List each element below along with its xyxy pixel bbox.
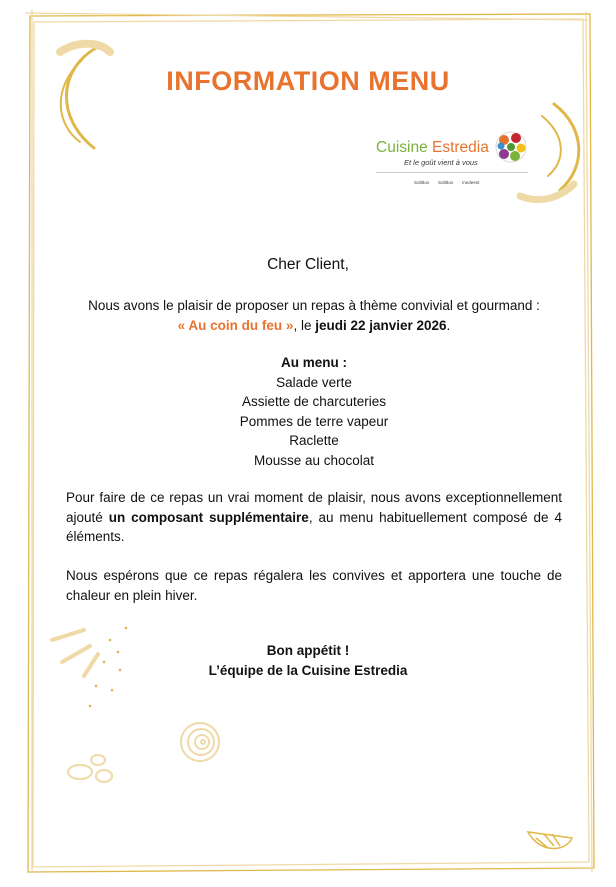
intro-line: Nous avons le plaisir de proposer un repas à thème convivial et gourmand : <box>88 298 540 313</box>
closing-paragraph: Nous espérons que ce repas régalera les convives et apportera une touche de chaleur en plein hiver. <box>66 568 562 603</box>
signature <box>0 641 616 681</box>
pebbles-icon <box>68 755 112 782</box>
spiral-icon <box>181 723 219 761</box>
para1-text: Pour faire de ce repas un vrai moment de plaisir, nous avons exceptionnellement ajouté <box>66 490 562 525</box>
team-signature: L’équipe de la Cuisine Estredia <box>208 663 408 678</box>
logo-name <box>376 139 489 157</box>
colorful-produce-emblem-icon <box>494 130 528 164</box>
date-prefix: , le <box>293 317 316 333</box>
menu-title: Au menu : <box>281 355 347 370</box>
theme-name: « Au coin du feu » <box>177 317 294 333</box>
partner-logo-medeest: medeest <box>462 180 480 185</box>
para1-bold: un composant supplémentaire <box>108 509 309 525</box>
logo-name-part1: Cuisine <box>376 139 432 156</box>
bon-appetit: Bon appétit ! <box>266 643 350 658</box>
logo-name-part2: Estredia <box>432 139 489 156</box>
intro-theme-line <box>66 316 562 336</box>
partner-logo-solibox-2: SoliBox <box>438 180 454 185</box>
para1-text-end: , au menu habituellement composé de 4 éléments. <box>66 509 562 544</box>
intro-paragraph <box>66 296 562 335</box>
logo-tagline: Et le goût vient à vous <box>404 158 478 167</box>
event-date: jeudi 22 janvier 2026 <box>315 317 447 333</box>
date-suffix: . <box>446 317 451 333</box>
menu-item: Raclette <box>289 433 339 448</box>
page-title: INFORMATION MENU <box>166 66 450 96</box>
citrus-slice-icon <box>528 832 572 849</box>
menu-item: Mousse au chocolat <box>253 452 375 468</box>
menu-item: Assiette de charcuteries <box>241 394 387 409</box>
partner-logo-solibox: SoliBox <box>414 180 430 185</box>
menu-list <box>66 353 562 470</box>
extra-component-paragraph <box>66 488 562 547</box>
menu-item: Salade verte <box>276 374 352 390</box>
menu-item: Pommes de terre vapeur <box>239 413 389 429</box>
greeting: Cher Client, <box>267 256 349 273</box>
cuisine-estredia-logo <box>376 128 536 194</box>
logo-divider <box>376 172 528 173</box>
